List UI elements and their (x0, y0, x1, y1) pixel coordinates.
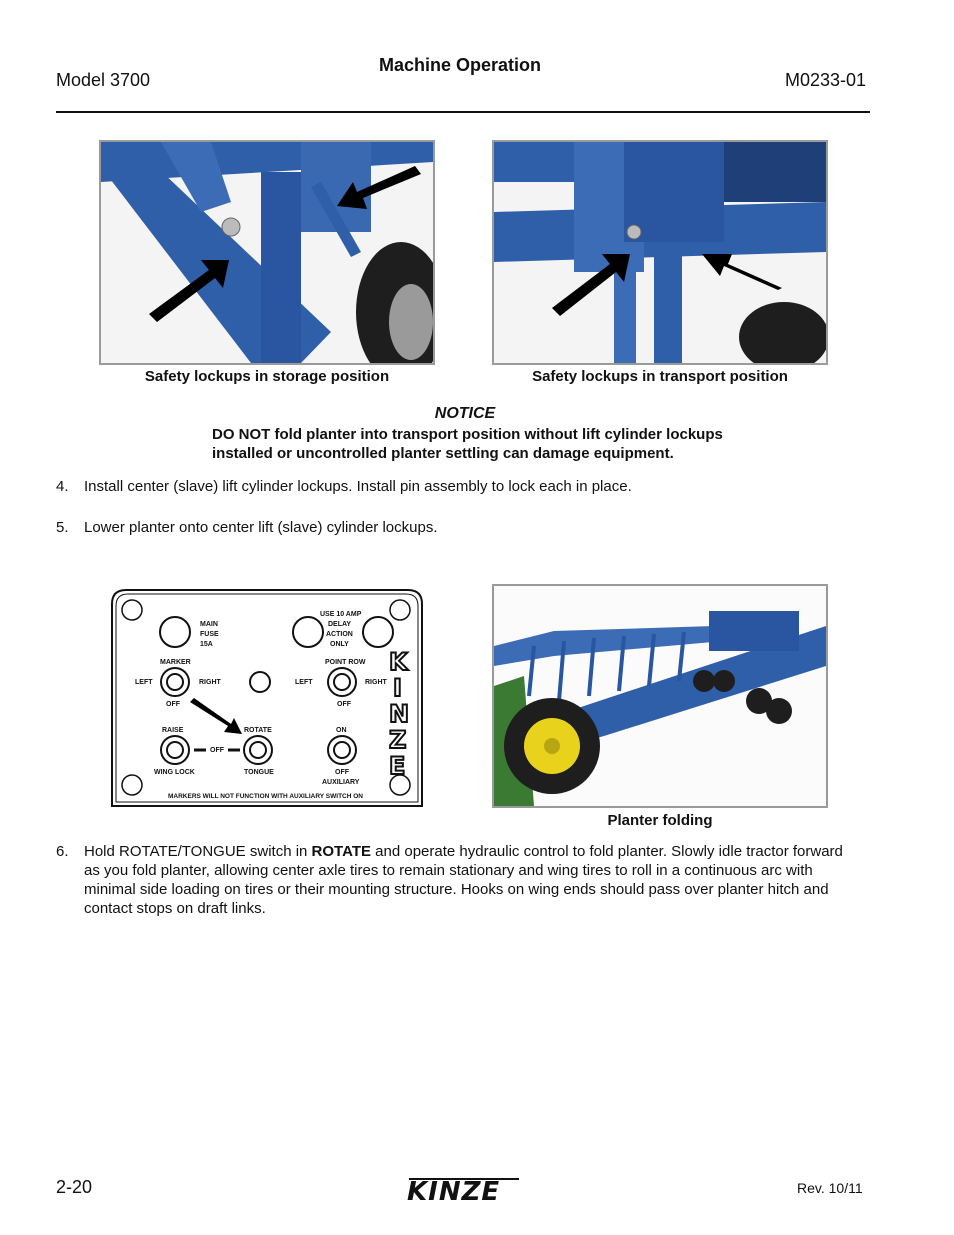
label-auxiliary: AUXILIARY (322, 779, 360, 786)
svg-text:K: K (389, 648, 408, 676)
label-right-2: RIGHT (365, 679, 387, 686)
step-6-line-1 (84, 842, 870, 861)
step-6-line-3: minimal side loading on tires or their mounting structure. Hooks on wing ends should pass over planter hitch and (84, 881, 829, 898)
step-6-number: 6. (56, 843, 69, 860)
storage-position-photo (99, 140, 435, 365)
notice-title: NOTICE (434, 405, 496, 422)
notice-line-2: installed or uncontrolled planter settling can damage equipment. (212, 445, 674, 462)
label-on: ON (336, 727, 347, 734)
label-right-1: RIGHT (199, 679, 221, 686)
label-use-amp-3: ACTION (326, 631, 353, 638)
label-main-fuse-2: FUSE (200, 631, 219, 638)
label-use-amp-1: USE 10 AMP (320, 611, 362, 618)
svg-text:E: E (389, 752, 406, 780)
step-6-pre: Hold ROTATE/TONGUE switch in (84, 843, 312, 860)
delay-fuse-icon (293, 617, 323, 647)
label-tongue: TONGUE (244, 769, 274, 776)
planter-folding-photo (492, 584, 828, 808)
header-doc-number: M0233-01 (785, 70, 867, 90)
label-main-fuse-1: MAIN (200, 621, 218, 628)
step-6 (56, 842, 870, 922)
label-raise: RAISE (162, 727, 184, 734)
fuse-holder-icon (160, 617, 190, 647)
label-off-2: OFF (337, 701, 351, 708)
svg-text:I: I (393, 674, 402, 702)
label-warning: MARKERS WILL NOT FUNCTION WITH AUXILIARY SWITCH ON (168, 793, 363, 800)
step-5-text: Lower planter onto center lift (slave) cylinder lockups. (84, 519, 438, 536)
label-left-2: LEFT (295, 679, 313, 686)
switch-box-diagram (110, 588, 424, 808)
label-wing-lock: WING LOCK (154, 769, 195, 776)
step-5-number: 5. (56, 519, 69, 536)
step-5 (56, 518, 870, 538)
step-6-post: and operate hydraulic control to fold planter. Slowly idle tractor forward (370, 843, 843, 860)
footer-page-number: 2-20 (56, 1177, 93, 1197)
transport-position-photo (492, 140, 828, 365)
step-4-text: Install center (slave) lift cylinder lockups. Install pin assembly to lock each in place. (84, 478, 632, 495)
footer-kinze-logo (405, 1176, 523, 1204)
label-off-3: OFF (210, 747, 224, 754)
footer-revision: Rev. 10/11 (797, 1180, 863, 1196)
step-4 (56, 477, 870, 497)
indicator-light-icon (250, 672, 270, 692)
svg-text:N: N (389, 700, 410, 728)
svg-text:Z: Z (389, 726, 407, 754)
label-off-4: OFF (335, 769, 349, 776)
label-marker: MARKER (160, 659, 191, 666)
step-6-line-4: contact stops on draft links. (84, 900, 266, 917)
step-6-text (84, 842, 870, 918)
header-rule (56, 111, 870, 113)
label-use-amp-2: DELAY (328, 621, 352, 628)
transport-caption: Safety lockups in transport position (532, 368, 788, 385)
header-section-title: Machine Operation (379, 55, 542, 75)
storage-caption: Safety lockups in storage position (144, 368, 390, 385)
aux-fuse-icon (363, 617, 393, 647)
step-4-number: 4. (56, 478, 69, 495)
label-use-amp-4: ONLY (330, 641, 349, 648)
svg-text:KINZE: KINZE (407, 1177, 501, 1204)
label-rotate: ROTATE (244, 727, 272, 734)
notice-line-1: DO NOT fold planter into transport position without lift cylinder lockups (212, 426, 723, 443)
step-6-bold: ROTATE (311, 843, 371, 860)
label-left-1: LEFT (135, 679, 153, 686)
label-main-fuse-3: 15A (200, 641, 213, 648)
label-off-1: OFF (166, 701, 180, 708)
header-model: Model 3700 (56, 70, 151, 90)
label-point-row: POINT ROW (325, 659, 366, 666)
planter-folding-caption: Planter folding (607, 812, 713, 829)
step-6-line-2: as you fold planter, allowing center axle tires to remain stationary and wing tires to roll in a continuous arc with (84, 862, 813, 879)
